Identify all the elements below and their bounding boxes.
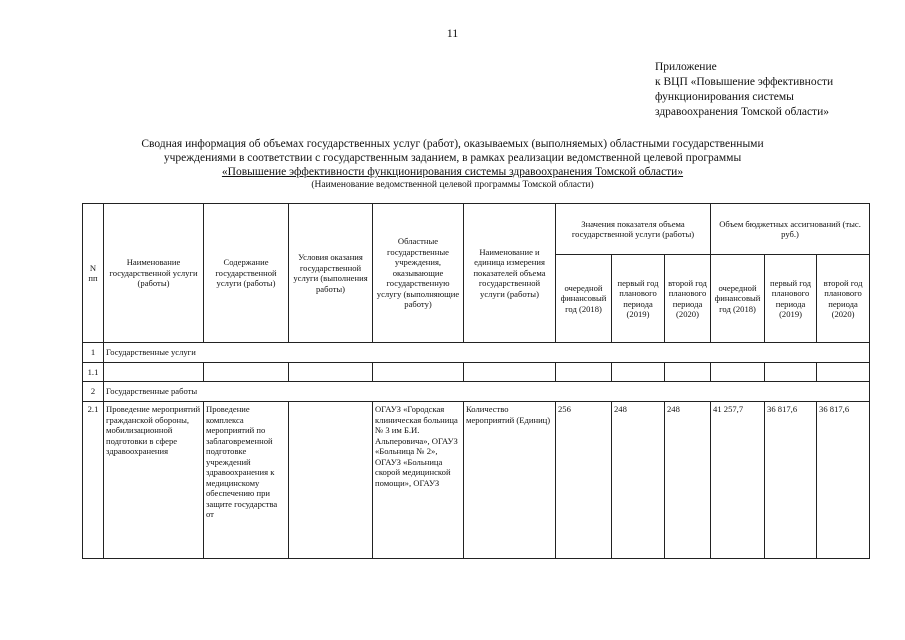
section-num: 1 [83, 343, 104, 363]
table-cell [612, 363, 665, 382]
appendix-line: Приложение [655, 61, 717, 73]
table-row [83, 363, 870, 382]
header-volume-group: Значения показателя объема государственной услуги (работы) [556, 204, 711, 255]
table-cell [765, 363, 817, 382]
program-name: «Повышение эффективности функционирования системы здравоохранения Томской области» [221, 166, 684, 178]
budget-2018-cell: 41 257,7 [711, 402, 765, 559]
header-volume-2020: второй год планового периода (2020) [665, 255, 711, 343]
header-num: N пп [83, 204, 104, 343]
table-cell [104, 363, 204, 382]
institutions-cell: ОГАУЗ «Городская клиническая больница № 3 им Б.И. Альперовича», ОГАУЗ «Больница № 2», ОГАУЗ «Больница скорой медицинской помощи», ОГАУЗ [373, 402, 464, 559]
summary-table [82, 203, 870, 559]
page-number: 11 [446, 26, 459, 40]
content-cell: Проведение комплекса мероприятий по заблаговременной подготовке учреждений здравоохранения к медицинскому обеспечению при защите государства от [204, 402, 289, 559]
table-cell [556, 363, 612, 382]
table-row [83, 402, 870, 559]
header-budget-2020: второй год планового периода (2020) [817, 255, 870, 343]
header-institutions: Областные государственные учреждения, оказывающие государственную услугу (выполняющие работу) [373, 204, 464, 343]
table-cell [665, 363, 711, 382]
header-volume-2018: очередной финансовый год (2018) [556, 255, 612, 343]
row-num: 2.1 [83, 402, 104, 559]
volume-2018-cell: 256 [556, 402, 612, 559]
title-line: Сводная информация об объемах государственных услуг (работ), оказываемых (выполняемых) областными государственными [141, 138, 764, 150]
section-label: Государственные услуги [104, 343, 870, 363]
header-service-name: Наименование государственной услуги (работы) [104, 204, 204, 343]
appendix-line: здравоохранения Томской области» [655, 106, 829, 118]
table-cell [204, 363, 289, 382]
appendix-note [655, 60, 885, 120]
section-label: Государственные работы [104, 382, 870, 402]
section-row [83, 343, 870, 363]
appendix-line: к ВЦП «Повышение эффективности [655, 76, 834, 88]
appendix-line: функционирования системы [655, 91, 794, 103]
header-indicator: Наименование и единица измерения показателей объема государственной услуги (работы) [464, 204, 556, 343]
header-budget-2018: очередной финансовый год (2018) [711, 255, 765, 343]
header-conditions: Условия оказания государственной услуги (выполнения работы) [289, 204, 373, 343]
header-content: Содержание государственной услуги (работы) [204, 204, 289, 343]
budget-2020-cell: 36 817,6 [817, 402, 870, 559]
section-num: 2 [83, 382, 104, 402]
header-budget-2019: первый год планового периода (2019) [765, 255, 817, 343]
header-volume-2019: первый год планового периода (2019) [612, 255, 665, 343]
volume-2020-cell: 248 [665, 402, 711, 559]
row-num: 1.1 [83, 363, 104, 382]
service-name-cell: Проведение мероприятий гражданской обороны, мобилизационной подготовки в сфере здравоохранения [104, 402, 204, 559]
document-title [0, 137, 905, 192]
conditions-cell [289, 402, 373, 559]
table-cell [289, 363, 373, 382]
table-cell [464, 363, 556, 382]
header-budget-group: Объем бюджетных ассигнований (тыс. руб.) [711, 204, 870, 255]
program-caption: (Наименование ведомственной целевой программы Томской области) [311, 180, 594, 190]
indicator-cell: Количество мероприятий (Единиц) [464, 402, 556, 559]
table-cell [373, 363, 464, 382]
table-cell [711, 363, 765, 382]
volume-2019-cell: 248 [612, 402, 665, 559]
title-line: учреждениями в соответствии с государственным заданием, в рамках реализации ведомственной целевой программы [163, 152, 742, 164]
budget-2019-cell: 36 817,6 [765, 402, 817, 559]
section-row [83, 382, 870, 402]
table-cell [817, 363, 870, 382]
